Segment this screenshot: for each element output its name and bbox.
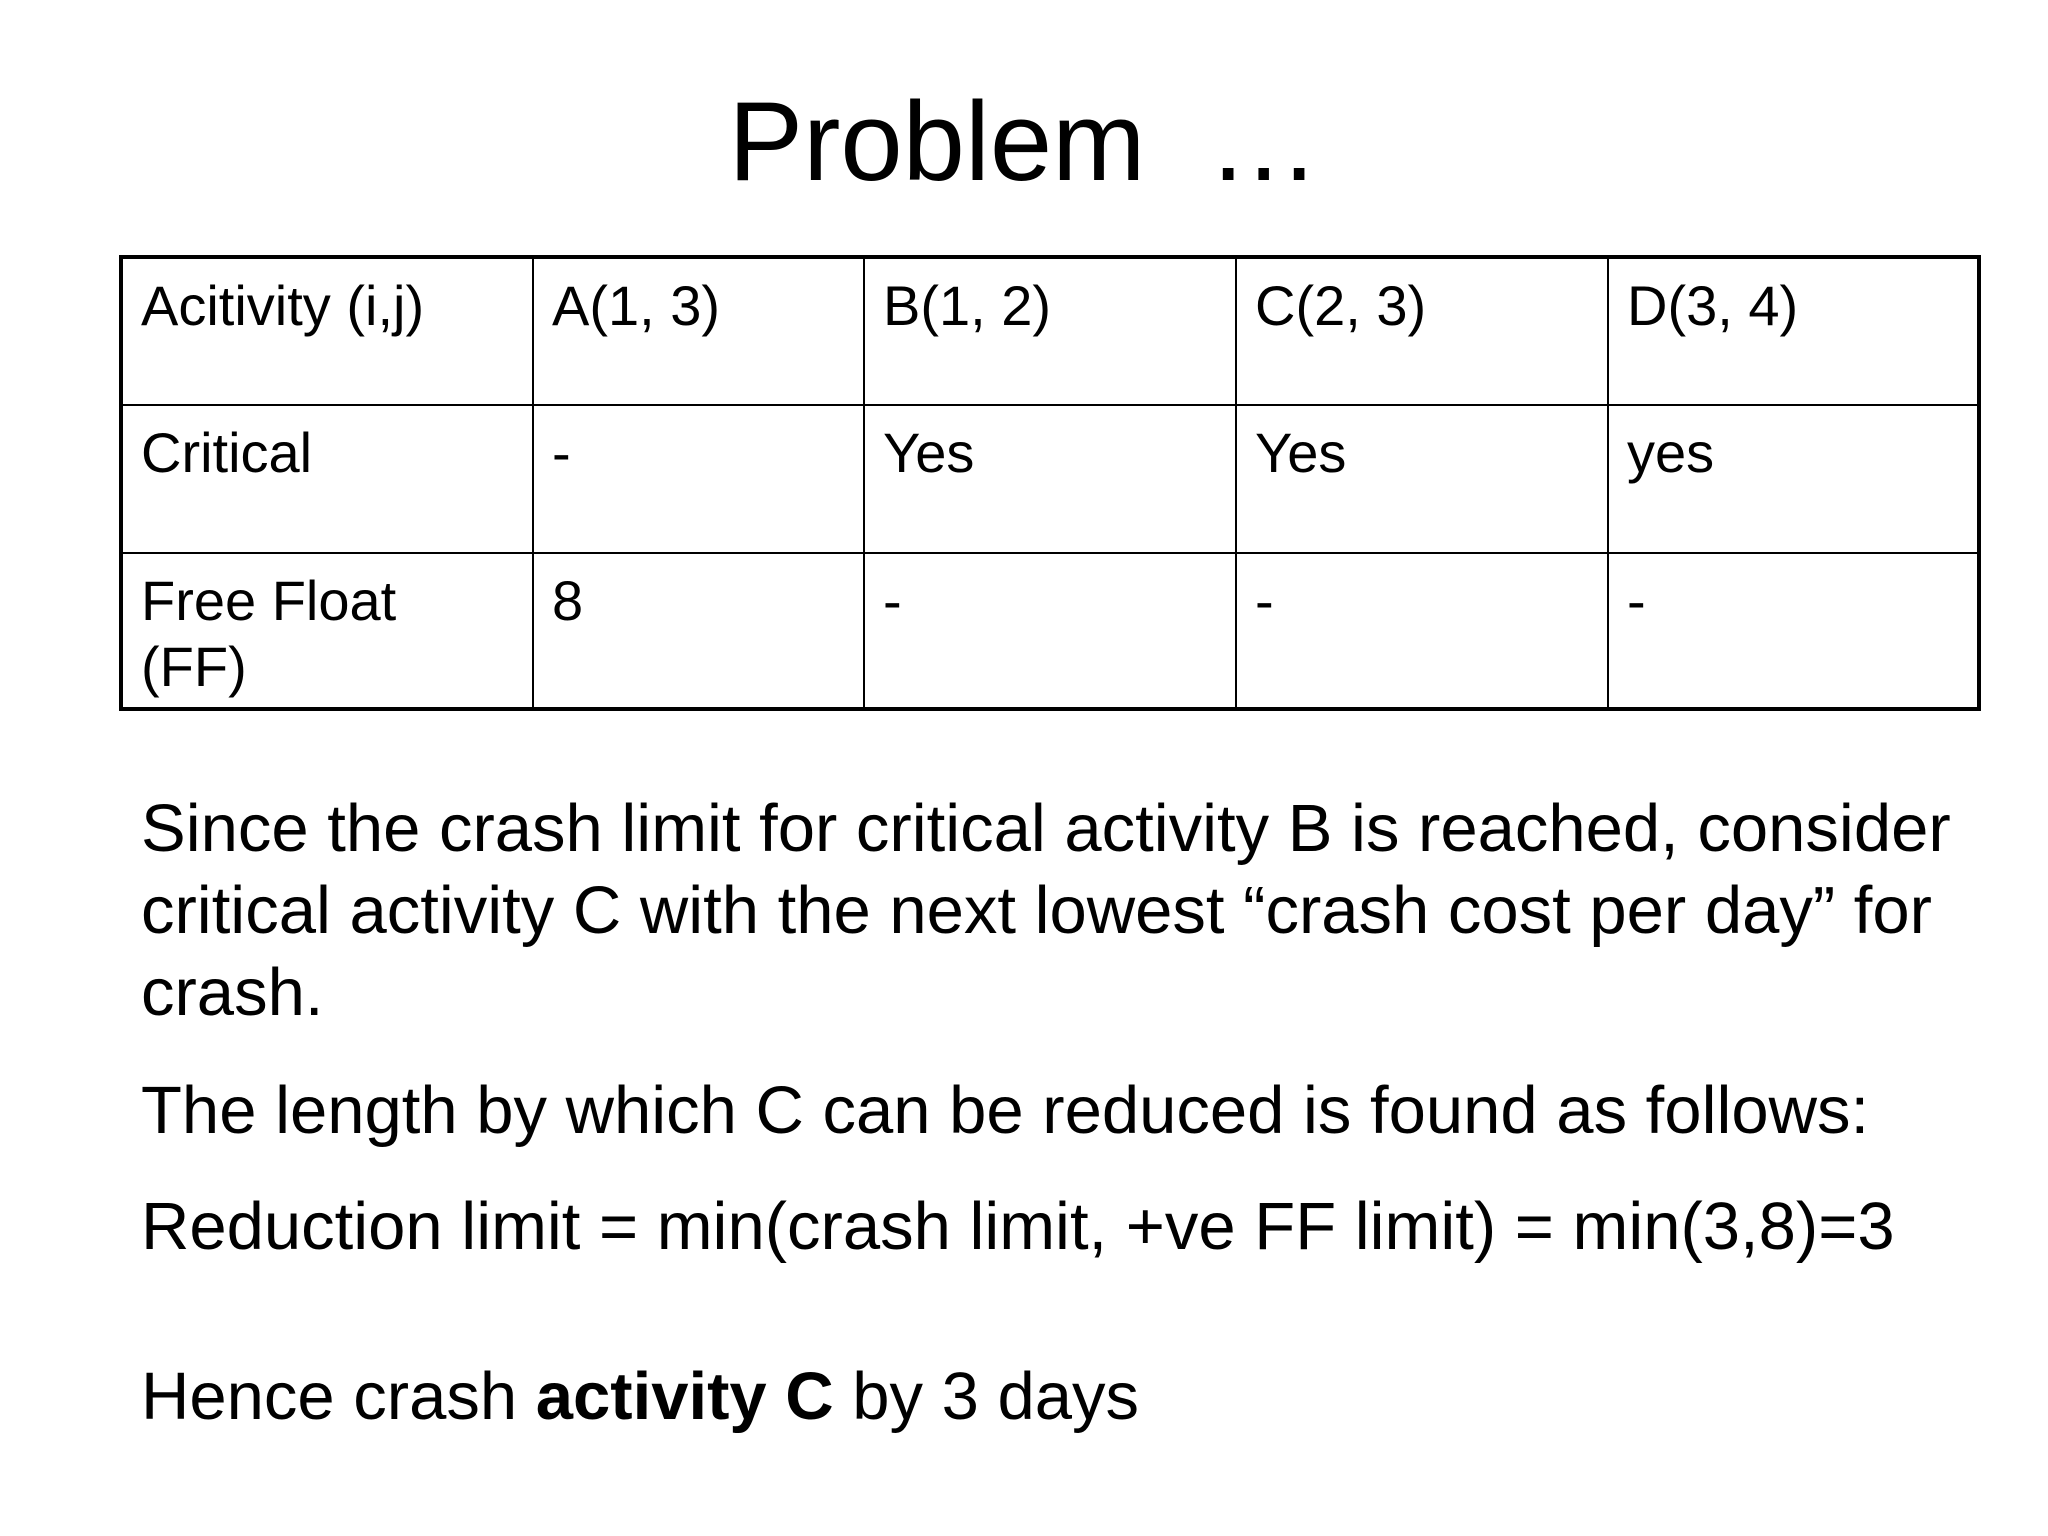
table-header-cell: Acitivity (i,j) [121,257,533,405]
table-header-cell: C(2, 3) [1236,257,1608,405]
table-cell: - [1608,553,1979,709]
table-cell: - [1236,553,1608,709]
slide-title: Problem … [728,79,1320,204]
conclusion-line [141,1356,1981,1438]
conclusion-emphasis: activity C [535,1359,834,1434]
table-cell: Yes [1236,405,1608,553]
table-cell: - [533,405,864,553]
table-cell: Free Float (FF) [121,553,533,709]
table-cell: 8 [533,553,864,709]
conclusion-suffix: by 3 days [833,1359,1140,1434]
paragraph-reduction-limit: Reduction limit = min(crash limit, +ve FF limit) = min(3,8)=3 [141,1189,1895,1264]
table-row-critical [121,405,1979,553]
paragraph-crash-limit: Since the crash limit for critical activity B is reached, consider critical activity C with the next lowest “crash cost per day” for crash. [141,791,1951,1030]
table-header-cell: A(1, 3) [533,257,864,405]
table-header-cell: D(3, 4) [1608,257,1979,405]
paragraph-length-reduction: The length by which C can be reduced is found as follows: [141,1073,1870,1148]
table-cell: - [864,553,1236,709]
table-header-row [121,257,1979,405]
table-cell: Yes [864,405,1236,553]
table-cell: Critical [121,405,533,553]
conclusion-prefix: Hence crash [141,1359,536,1434]
table-header-cell: B(1, 2) [864,257,1236,405]
activity-table [119,255,1981,711]
table-cell: yes [1608,405,1979,553]
table-row-free-float [121,553,1979,709]
